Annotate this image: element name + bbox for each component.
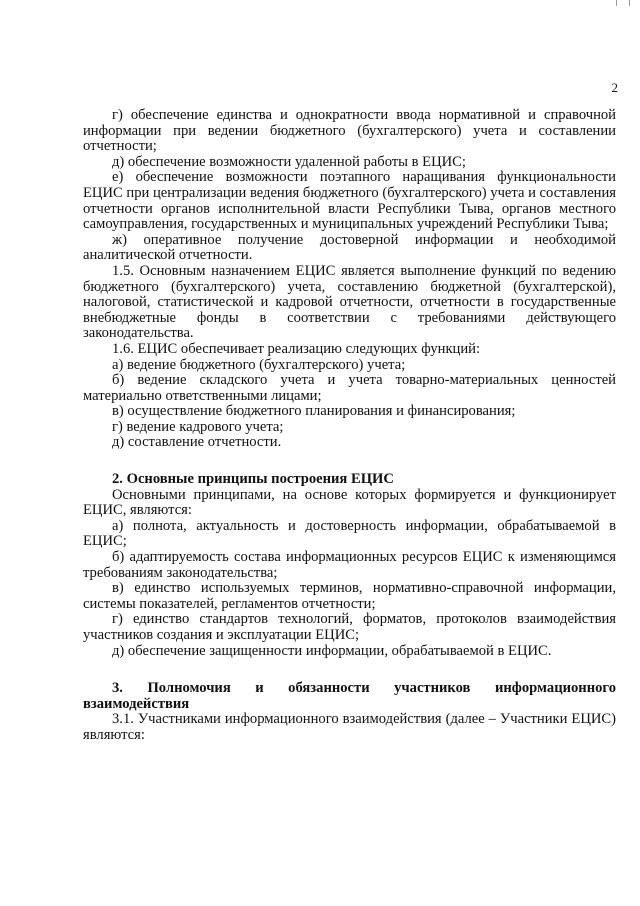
paragraph: е) обеспечение возможности поэтапного наращивания функциональности ЕЦИС при централизации ведения бюджетного (бухгалтерского) учета и составления отчетности органов исполнительной власти Республики Тыва, органов местного самоуправления, государственных и муниципальных учреждений Республики Тыва;: [83, 169, 616, 233]
section-heading: 2. Основные принципы построения ЕЦИС: [112, 471, 394, 488]
heading-word: информационного: [494, 680, 616, 697]
paragraph: ж) оперативное получение достоверной информации и необходимой аналитической отчетности.: [83, 231, 616, 264]
paragraph: б) ведение складского учета и учета товарно-материальных ценностей материально ответственными лицами;: [83, 372, 616, 404]
paragraph: д) обеспечение защищенности информации, обрабатываемой в ЕЦИС.: [112, 642, 552, 659]
heading-word: 3.: [112, 680, 123, 697]
paragraph: а) полнота, актуальность и достоверность информации, обрабатываемой в ЕЦИС;: [83, 517, 616, 550]
paragraph: а) ведение бюджетного (бухгалтерского) учета;: [112, 356, 406, 373]
paragraph: 1.5. Основным назначением ЕЦИС является выполнение функций по ведению бюджетного (бухгалтерского) учета, составлению бюджетной (бухгалтерской), налоговой, статистической и кадровой отчетности, отчетности в государственные внебюджетные фонды в соответствии с требованиями действующего законодательства.: [83, 262, 616, 342]
paragraph: Основными принципами, на основе которых формируется и функционирует ЕЦИС, являются:: [83, 486, 616, 519]
paragraph: д) составление отчетности.: [112, 434, 282, 451]
document-body: [83, 108, 616, 744]
paragraph: г) обеспечение единства и однократности ввода нормативной и справочной информации при ведении бюджетного (бухгалтерского) учета и составлении отчетности;: [83, 107, 616, 155]
heading-word: обязанности: [288, 680, 370, 697]
heading-word: участников: [394, 680, 471, 697]
paragraph: д) обеспечение возможности удаленной работы в ЕЦИС;: [112, 153, 466, 170]
heading-word: Полномочия: [147, 680, 231, 697]
paragraph: б) адаптируемость состава информационных ресурсов ЕЦИС к изменяющимся требованиям законодательства;: [83, 549, 616, 581]
heading-word: и: [255, 680, 264, 697]
paragraph: г) ведение кадрового учета;: [112, 418, 284, 435]
page-number: 2: [611, 80, 618, 95]
paragraph: 3.1. Участниками информационного взаимодействия (далее – Участники ЕЦИС) являются:: [83, 711, 616, 743]
scan-edge-mark: [616, 0, 630, 6]
paragraph: 1.6. ЕЦИС обеспечивает реализацию следующих функций:: [112, 340, 481, 357]
paragraph: в) осуществление бюджетного планирования и финансирования;: [112, 403, 516, 420]
section-heading-continuation: взаимодействия: [83, 695, 190, 712]
paragraph: г) единство стандартов технологий, форматов, протоколов взаимодействия участников создания и эксплуатации ЕЦИС;: [83, 611, 616, 643]
section-heading: [83, 681, 616, 697]
paragraph: в) единство используемых терминов, нормативно-справочной информации, системы показателей, регламентов отчетности;: [83, 580, 616, 612]
